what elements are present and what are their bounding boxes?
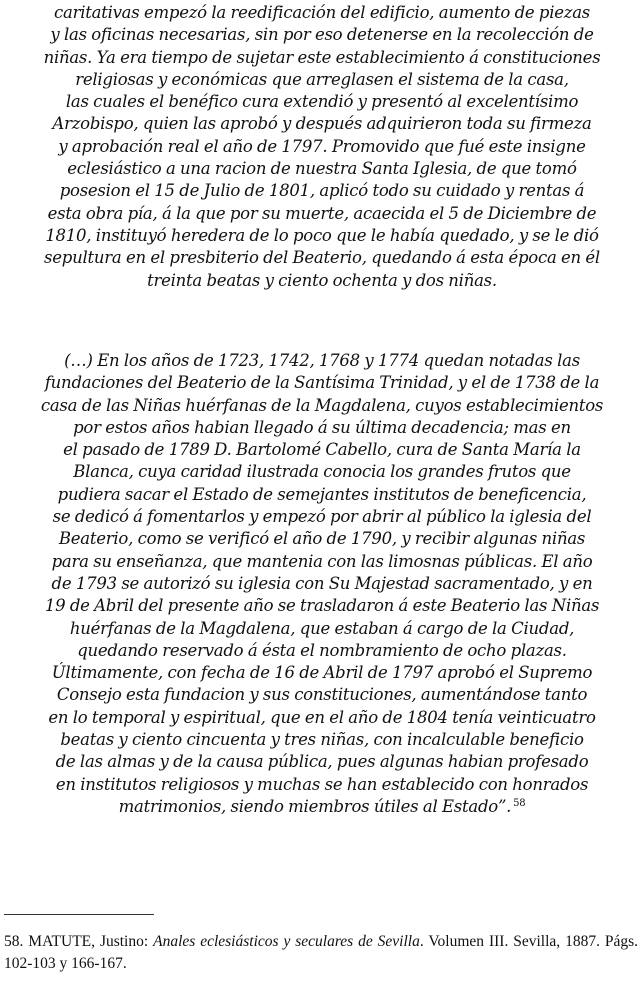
- text-line: en institutos religiosos y muchas se han establecido con honrados: [55, 774, 589, 794]
- footnote-author: MATUTE, Justino:: [28, 933, 149, 950]
- quote-paragraph-2: [4, 350, 640, 818]
- text-line: para su enseñanza, que mantenia con las limosnas públicas. El año: [51, 551, 593, 571]
- text-line: Últimamente, con fecha de 16 de Abril de 1797 aprobó el Supremo: [51, 663, 593, 683]
- text-line: treinta beatas y ciento ochenta y dos niñas.: [147, 270, 497, 290]
- text-line: 19 de Abril del presente año se trasladaron á este Beaterio las Niñas: [44, 596, 600, 616]
- text-line: Arzobispo, quien las aprobó y después adquirieron toda su firmeza: [52, 114, 592, 134]
- footnote-divider: [4, 914, 154, 915]
- footnote-title: Anales eclesiásticos y seculares de Sevilla: [153, 933, 420, 950]
- text-line: religiosas y económicas que arreglasen el sistema de la casa,: [75, 69, 569, 89]
- text-line: las cuales el benéfico cura extendió y presentó al excelentísimo: [65, 92, 579, 112]
- text-line: beatas y ciento cincuenta y tres niñas, con incalculable beneficio: [60, 730, 584, 750]
- footnote-reference: 58: [513, 797, 526, 809]
- text-line: de 1793 se autorizó su iglesia con Su Majestad sacramentado, y en: [51, 573, 593, 593]
- quote-paragraph-1: [4, 2, 640, 292]
- text-line: (…) En los años de 1723, 1742, 1768 y 1774 quedan notadas las: [64, 351, 580, 370]
- footnote: [4, 931, 638, 974]
- text-line-last: [4, 796, 640, 818]
- text-line: el pasado de 1789 D. Bartolomé Cabello, cura de Santa María la: [63, 440, 581, 460]
- text-line: quedando reservado á ésta el nombramiento de ocho plazas.: [77, 640, 567, 660]
- text-line: y las oficinas necesarias, sin por eso detenerse en la recolección de: [50, 25, 594, 45]
- text-line: Consejo esta fundacion y sus constituciones, aumentándose tanto: [56, 685, 588, 705]
- text-line: en lo temporal y espiritual, que en el año de 1804 tenía veinticuatro: [48, 707, 596, 727]
- text-line: de las almas y de la causa pública, pues algunas habian profesado: [55, 752, 589, 772]
- text-line: Blanca, cuya caridad ilustrada conocia los grandes frutos que: [73, 462, 571, 482]
- text-line-content: matrimonios, siendo miembros útiles al Estado”.: [118, 796, 512, 816]
- text-line: fundaciones del Beaterio de la Santísima Trinidad, y el de 1738 de la: [44, 373, 600, 393]
- footnote-details: . Volumen III. Sevilla, 1887. Págs. 102-103 y 166-167.: [4, 933, 639, 972]
- text-line: pudiera sacar el Estado de semejantes institutos de beneficencia,: [57, 484, 587, 504]
- text-line: niñas. Ya era tiempo de sujetar este establecimiento á constituciones: [43, 47, 601, 67]
- text-line: eclesiástico a una racion de nuestra Santa Iglesia, de que tomó: [67, 159, 577, 179]
- text-line: Beaterio, como se verificó el año de 1790, y recibir algunas niñas: [58, 529, 586, 549]
- text-line: casa de las Niñas huérfanas de la Magdalena, cuyos establecimientos: [40, 395, 604, 415]
- text-line: 1810, instituyó heredera de lo poco que le había quedado, y se le dió: [45, 225, 599, 245]
- text-line: sepultura en el presbiterio del Beaterio, quedando á esta época en él: [44, 248, 600, 268]
- text-line: por estos años habian llegado á su última decadencia; mas en: [73, 417, 571, 437]
- text-line: se dedicó á fomentarlos y empezó por abrir al público la iglesia del: [52, 507, 592, 527]
- text-line: caritativas empezó la reedificación del edificio, aumento de piezas: [53, 3, 590, 22]
- text-line: huérfanas de la Magdalena, que estaban á cargo de la Ciudad,: [69, 618, 575, 638]
- text-line: y aprobación real el año de 1797. Promovido que fué este insigne: [58, 136, 586, 156]
- text-line: esta obra pía, á la que por su muerte, acaecida el 5 de Diciembre de: [47, 203, 597, 223]
- text-line: posesion el 15 de Julio de 1801, aplicó todo su cuidado y rentas á: [59, 181, 585, 201]
- footnote-number: 58.: [4, 933, 24, 950]
